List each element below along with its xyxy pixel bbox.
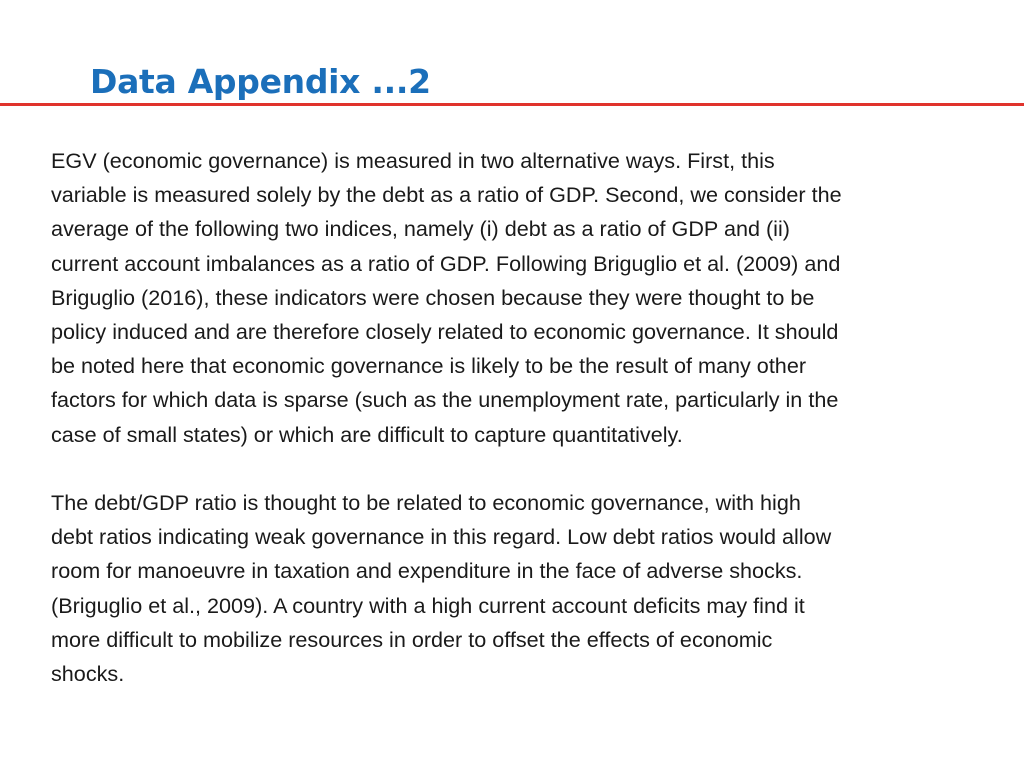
text-line: shocks. bbox=[51, 661, 125, 687]
text-line: average of the following two indices, namely (i) debt as a ratio of GDP and (ii) bbox=[51, 216, 790, 242]
text-line: (Briguglio et al., 2009). A country with a high current account deficits may find it bbox=[51, 592, 805, 618]
slide-title: Data Appendix ...2 bbox=[90, 62, 431, 101]
text-line: EGV (economic governance) is measured in two alternative ways. First, this bbox=[51, 148, 775, 173]
text-line: debt ratios indicating weak governance in this regard. Low debt ratios would allow bbox=[51, 524, 832, 550]
text-line: The debt/GDP ratio is thought to be related to economic governance, with high bbox=[51, 490, 801, 516]
text-line: more difficult to mobilize resources in order to offset the effects of economic bbox=[51, 626, 773, 652]
title-divider bbox=[0, 103, 1024, 106]
text-line: factors for which data is sparse (such as the unemployment rate, particularly in the bbox=[51, 387, 839, 413]
slide-body bbox=[51, 144, 1011, 691]
text-line: current account imbalances as a ratio of GDP. Following Briguglio et al. (2009) and bbox=[51, 250, 841, 276]
paragraph-egv-definition bbox=[51, 144, 1011, 452]
text-line: case of small states) or which are difficult to capture quantitatively. bbox=[51, 421, 683, 447]
text-line: be noted here that economic governance is likely to be the result of many other bbox=[51, 353, 807, 379]
text-line: policy induced and are therefore closely related to economic governance. It should bbox=[51, 319, 839, 345]
text-line: room for manoeuvre in taxation and expenditure in the face of adverse shocks. bbox=[51, 558, 803, 584]
text-line: Briguglio (2016), these indicators were chosen because they were thought to be bbox=[51, 284, 815, 310]
paragraph-debt-gdp-ratio bbox=[51, 486, 1011, 691]
text-line: variable is measured solely by the debt as a ratio of GDP. Second, we consider the bbox=[51, 182, 842, 208]
